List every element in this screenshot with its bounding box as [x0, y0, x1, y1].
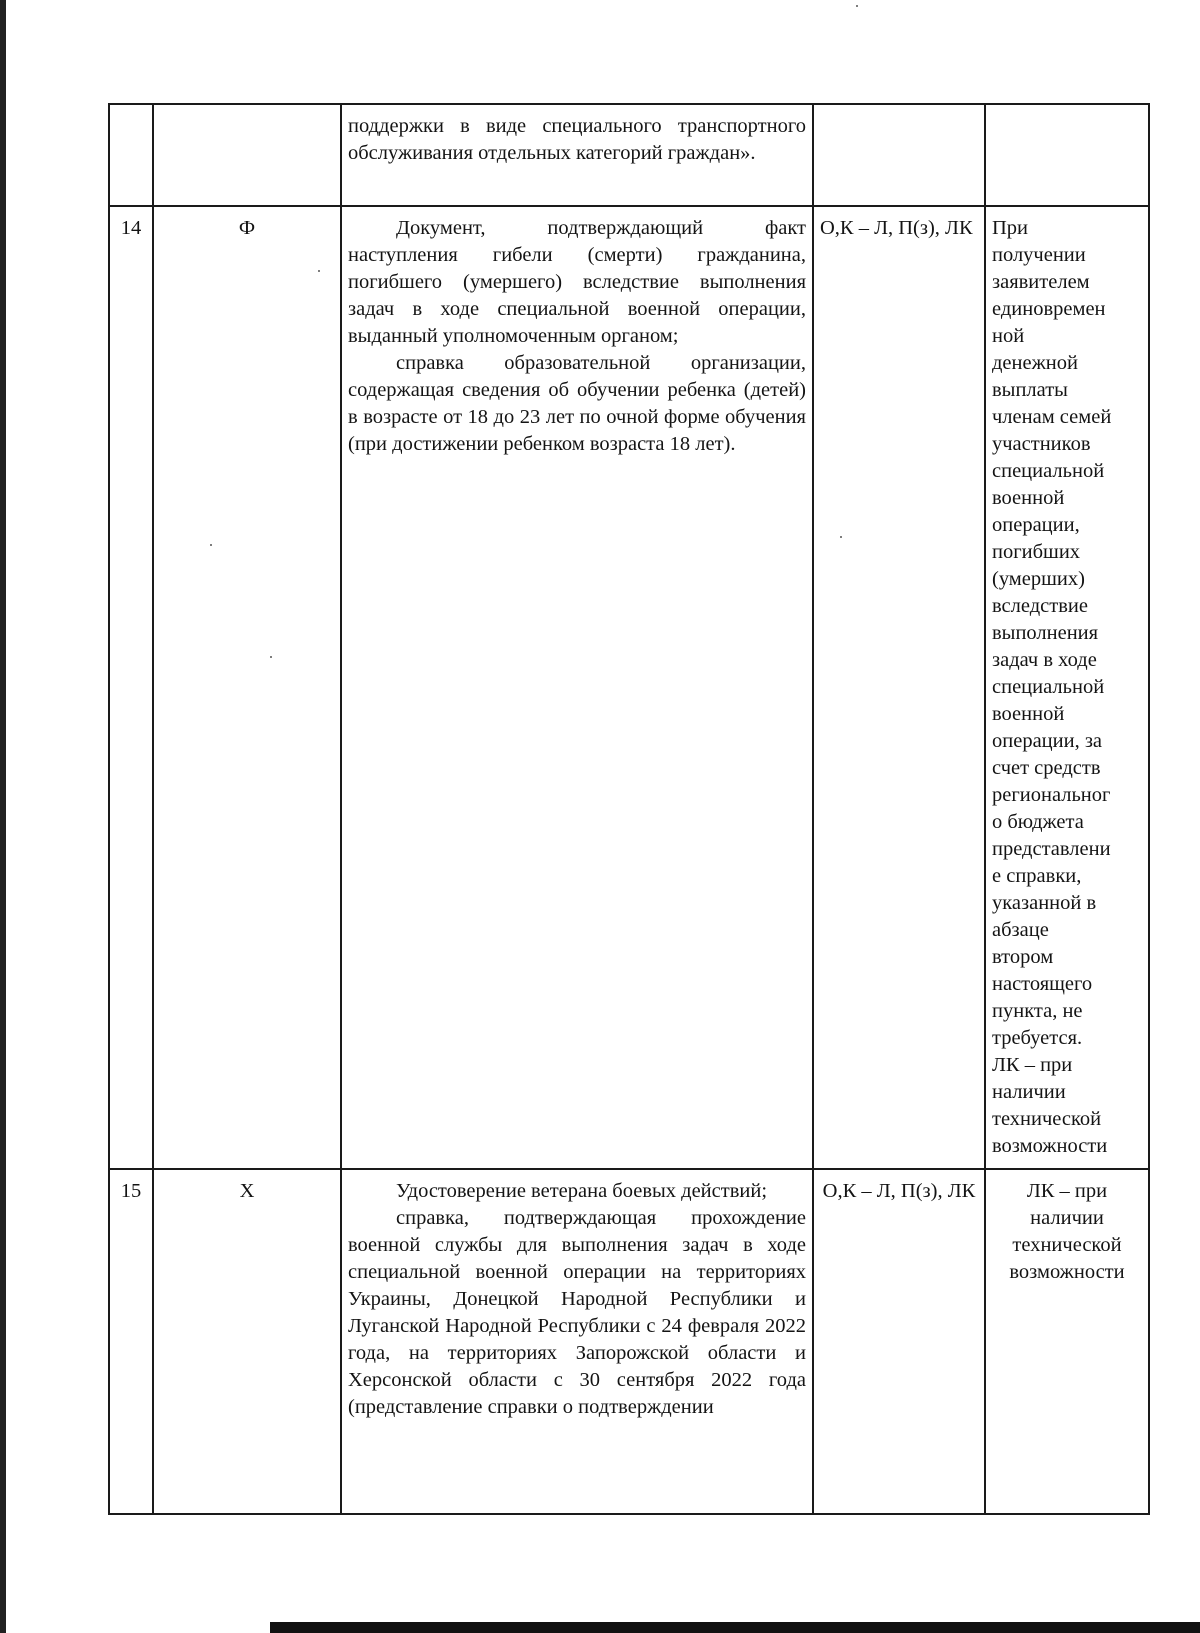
note-line: требуется.: [992, 1027, 1083, 1049]
submission-form: О,К – Л, П(з), ЛК: [813, 1169, 985, 1514]
note-line: специальной: [992, 460, 1105, 482]
note-line: пункта, не: [992, 1000, 1083, 1022]
table-row: [109, 206, 1149, 1169]
table-row: [109, 104, 1149, 206]
note-line: военной: [992, 703, 1065, 725]
row-number: 15: [109, 1169, 153, 1514]
note-line: наличии: [1030, 1207, 1104, 1229]
note-line: региональног: [992, 784, 1111, 806]
note-line: настоящего: [992, 973, 1093, 995]
document-paragraph: справка, подтверждающая прохождение военной службы для выполнения задач в ходе специальной военной операции на территориях Украины, Донецкой Народной Республики и Луганской Народной Республики с 24 февраля 2022 года, на территориях Запорожской области и Херсонской области с 30 сентября 2022 года (представление справки о подтверждении: [348, 1207, 806, 1418]
note-line: втором: [992, 946, 1054, 968]
note-cell: [985, 206, 1149, 1169]
scan-bottom-edge: [270, 1622, 1200, 1633]
scan-speck: [856, 5, 858, 7]
note-line: возможности: [1009, 1261, 1125, 1283]
note-line: наличии: [992, 1081, 1066, 1103]
category-code: [153, 104, 341, 206]
note-line: операции, за: [992, 730, 1103, 752]
note-line: ЛК – при: [1026, 1180, 1108, 1202]
row-number: 14: [109, 206, 153, 1169]
note-line: абзаце: [992, 919, 1049, 941]
note-line: вследствие: [992, 595, 1088, 617]
note-line: операции,: [992, 514, 1080, 536]
note-line: счет средств: [992, 757, 1101, 779]
note-line: получении: [992, 244, 1086, 266]
note-line: При: [992, 217, 1029, 239]
documents-cell: [341, 104, 813, 206]
note-line: о бюджета: [992, 811, 1084, 833]
note-line: заявителем: [992, 271, 1090, 293]
note-line: выполнения: [992, 622, 1099, 644]
note-line: специальной: [992, 676, 1105, 698]
note-line: е справки,: [992, 865, 1082, 887]
note-cell: [985, 104, 1149, 206]
category-code: Ф: [153, 206, 341, 1169]
note-line: ной: [992, 325, 1025, 347]
submission-form: [813, 104, 985, 206]
submission-form: О,К – Л, П(з), ЛК: [813, 206, 985, 1169]
documents-cell: [341, 206, 813, 1169]
note-line: единовремен: [992, 298, 1106, 320]
documents-table: [108, 103, 1150, 1515]
note-line: задач в ходе: [992, 649, 1097, 671]
row-number: [109, 104, 153, 206]
note-line: представлени: [992, 838, 1111, 860]
note-line: участников: [992, 433, 1091, 455]
note-line: возможности: [992, 1135, 1108, 1157]
document-paragraph: поддержки в виде специального транспортного обслуживания отдельных категорий граждан».: [348, 115, 806, 164]
table-row: [109, 1169, 1149, 1514]
note-line: технической: [992, 1108, 1102, 1130]
note-line: ЛК – при: [992, 1054, 1073, 1076]
documents-cell: [341, 1169, 813, 1514]
note-line: членам семей: [992, 406, 1112, 428]
note-line: выплаты: [992, 379, 1068, 401]
note-line: (умерших): [992, 568, 1085, 590]
note-cell: [985, 1169, 1149, 1514]
document-paragraph: Удостоверение ветерана боевых действий;: [396, 1180, 768, 1202]
note-line: погибших: [992, 541, 1081, 563]
scan-left-edge: [0, 0, 6, 1633]
category-code: Х: [153, 1169, 341, 1514]
note-line: денежной: [992, 352, 1078, 374]
note-line: военной: [992, 487, 1065, 509]
document-paragraph: справка образовательной организации, содержащая сведения об обучении ребенка (детей) в возрасте от 18 до 23 лет по очной форме обучения (при достижении ребенком возраста 18 лет).: [348, 352, 806, 455]
note-line: технической: [1012, 1234, 1122, 1256]
document-paragraph: Документ, подтверждающий факт наступления гибели (смерти) гражданина, погибшего (умершего) вследствие выполнения задач в ходе специальной военной операции, выданный уполномоченным органом;: [348, 217, 806, 347]
note-line: указанной в: [992, 892, 1097, 914]
